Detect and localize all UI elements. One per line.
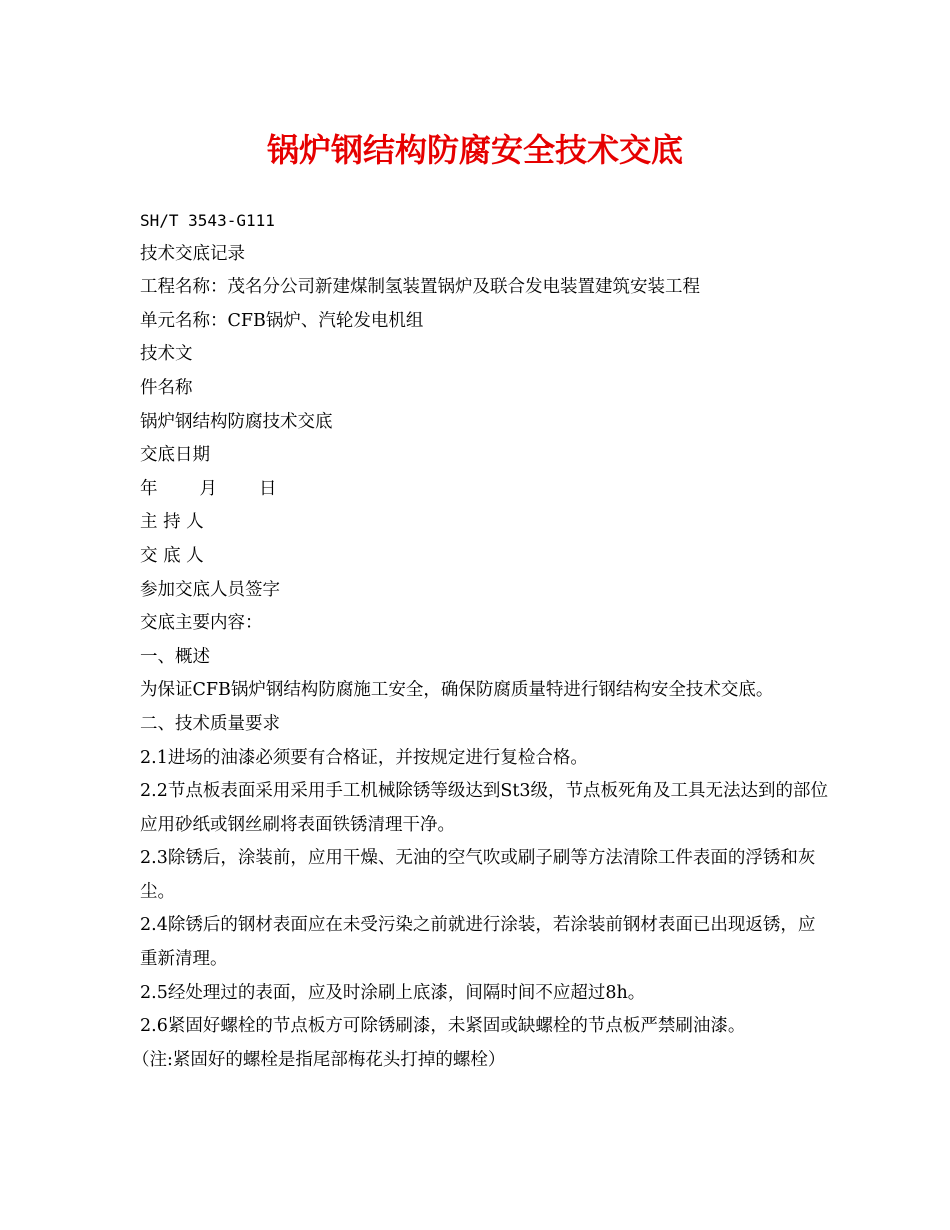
section-heading-overview: 一、概述 (140, 646, 210, 667)
requirement-item: 2.1进场的油漆必须要有合格证，并按规定进行复检合格。 (140, 747, 588, 768)
requirement-item: 2.4除锈后的钢材表面应在未受污染之前就进行涂装，若涂装前钢材表面已出现返锈，应重新清理。 (140, 915, 816, 970)
bolt-note: （注:紧固好的螺栓是指尾部梅花头打掉的螺栓） (132, 1049, 506, 1070)
requirement-item: 2.3除锈后，涂装前，应用干燥、无油的空气吹或刷子刷等方法清除工件表面的浮锈和灰尘。 (140, 848, 816, 902)
requirement-item: 2.5经处理过的表面，应及时涂刷上底漆，间隔时间不应超过8h。 (140, 982, 646, 1003)
standard-code: SH/T 3543-G111 (140, 211, 275, 230)
doc-name-label-line-2: 件名称 (140, 377, 193, 398)
unit-name: 单元名称：CFB锅炉、汽轮发电机组 (140, 310, 424, 331)
date-row (140, 473, 830, 507)
overview-text: 为保证CFB锅炉钢结构防腐施工安全，确保防腐质量特进行钢结构安全技术交底。 (140, 680, 774, 701)
date-day: 日 (259, 478, 277, 499)
project-name: 工程名称：茂名分公司新建煤制氢装置锅炉及联合发电装置建筑安装工程 (140, 277, 700, 298)
doc-name-label-line-1: 技术文 (140, 344, 193, 365)
document-body (132, 204, 830, 1077)
section-heading-requirements: 二、技术质量要求 (140, 713, 280, 734)
date-month: 月 (199, 478, 217, 499)
attendee-label: 参加交底人员签字 (140, 579, 280, 600)
requirement-item: 2.6紧固好螺栓的节点板方可除锈刷漆，未紧固或缺螺栓的节点板严禁刷油漆。 (140, 1016, 746, 1037)
date-label: 交底日期 (140, 445, 210, 466)
host-label: 主 持 人 (140, 512, 204, 533)
record-label: 技术交底记录 (140, 243, 245, 264)
doc-name-value: 锅炉钢结构防腐技术交底 (140, 411, 333, 432)
document-title: 锅炉钢结构防腐安全技术交底 (266, 131, 683, 169)
requirement-item: 2.2节点板表面采用采用手工机械除锈等级达到St3级，节点板死角及工具无法达到的部位应用砂纸或钢丝刷将表面铁锈清理干净。 (140, 781, 828, 835)
presenter-label: 交 底 人 (140, 545, 204, 566)
date-year: 年 (140, 478, 158, 499)
content-label: 交底主要内容： (140, 613, 263, 634)
